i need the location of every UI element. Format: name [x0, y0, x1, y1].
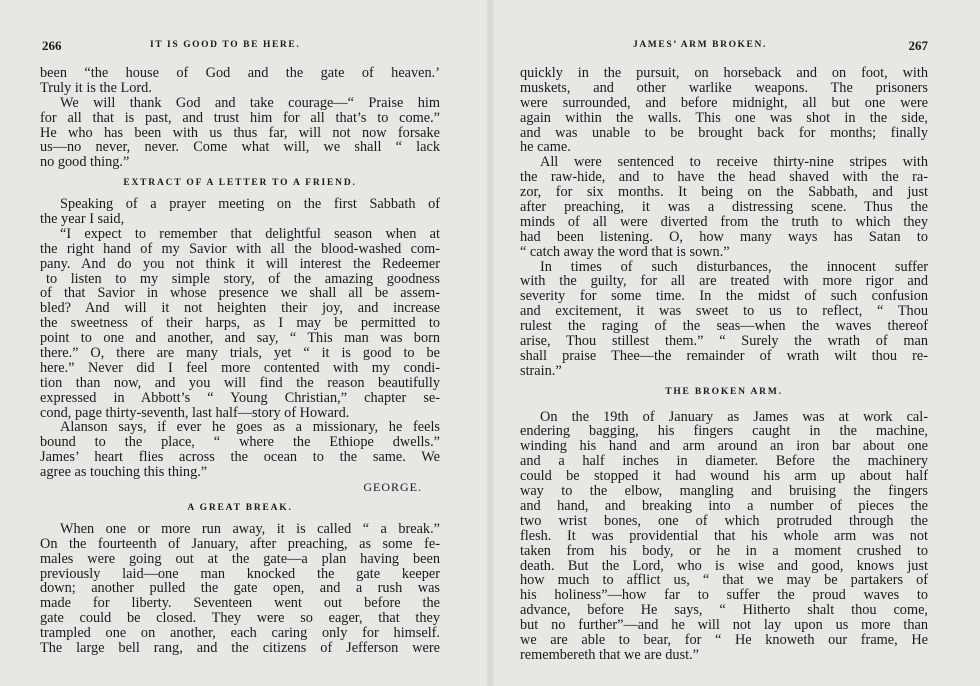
text-line: down; another pulled the gate open, and a rush was [40, 581, 440, 597]
text-line: been “the house of God and the gate of heaven.’ [40, 66, 440, 81]
text-line: On the fourteenth of January, after preaching, as some fe- [40, 536, 440, 552]
text-line: On the 19th of January as James was at work cal- [540, 409, 928, 425]
right-running-head [520, 38, 928, 56]
text-line: and hand, and breaking into a number of pieces the [520, 498, 928, 514]
text-line: after preaching, it was a distressing scene. Thus the [520, 200, 928, 215]
text-line: for all that is past, and trust him for all that’s to come.” [40, 110, 440, 126]
text-line: his holiness”—how far to suffer the proud waves to [520, 588, 928, 604]
text-line: gate could be closed. They were so eager, that they [40, 611, 440, 627]
text-line: arise, Thou stillest them.” “ Surely the wrath of man [520, 334, 928, 349]
text-line: no good thing.” [40, 155, 130, 171]
right-page-number: 267 [908, 38, 928, 53]
text-line: endering bagging, his fingers caught in the machine, [520, 424, 928, 440]
text-line: of that Savior in whose presence we shall all be assem- [40, 286, 440, 302]
text-line: the right hand of my Savior with all the blood-washed com- [40, 241, 440, 257]
text-line: muskets, and other warlike weapons. The prisoners [520, 80, 928, 96]
text-line: us—no never, never. Come what will, we shall “ lack [40, 140, 440, 156]
text-line: the sweetness of their harps, as I may be permitted to [40, 316, 440, 332]
text-line: two wrist bones, one of which protruded through the [520, 513, 928, 529]
text-line: We will thank God and take courage—“ Praise him [60, 95, 440, 111]
text-line: again within the walls. This one was shot in the side, [520, 110, 928, 126]
text-line: flesh. It was providential that his whole arm was not [520, 528, 928, 544]
text-line: “I expect to remember that delightful season when at [60, 226, 440, 242]
text-line: previously laid—one man knocked the gate keeper [40, 566, 440, 582]
text-line: cond, page thirty-seventh, last half—story of Howard. [40, 405, 350, 421]
text-line: pany. And do you not think it will interest the Redeemer [40, 256, 440, 272]
signature: GEORGE. [363, 480, 422, 495]
right-running-title: JAMES’ ARM BROKEN. [633, 40, 767, 50]
left-running-title: IT IS GOOD TO BE HERE. [150, 40, 301, 50]
text-line: In times of such disturbances, the innocent suffer [540, 259, 928, 275]
text-line: taken from his body, or he in a moment crushed to [520, 543, 928, 559]
text-line: and a half inches in diameter. Before the machinery [520, 454, 928, 470]
text-line: and was unable to be brought back for months; finally [520, 125, 928, 141]
text-line: When one or more run away, it is called “ a break.” [60, 521, 440, 537]
text-line: strain.” [520, 363, 562, 379]
text-line: rulest the raging of the seas—when the waves thereof [520, 319, 928, 335]
text-line: “ catch away the word that is sown.” [520, 244, 730, 260]
text-line: zor, for six months. It being on the Sabbath, and just [520, 185, 928, 201]
text-line: tion than now, and you will find the reason beautifully [40, 375, 440, 391]
text-line: here.” Never did I feel more contented with my condi- [40, 360, 440, 376]
left-page-body [40, 66, 440, 656]
text-line: He who has been with us thus far, will not now forsake [40, 125, 440, 141]
text-line: with the guilty, for all are treated with more rigor and [520, 274, 928, 290]
text-line: we are able to bear, for “ He knoweth our frame, He [520, 632, 928, 648]
text-line: could be stopped it had wound his arm up about half [520, 469, 928, 485]
text-line: how much to afflict us, “ that we may be partakers of [520, 573, 928, 589]
right-page [490, 0, 980, 686]
text-line: males were going out at the gate—a plan having been [40, 551, 440, 567]
text-line: point to one and another, and say, “ This man was born [40, 331, 440, 347]
text-line: remembereth that we are dust.” [520, 647, 700, 663]
text-line: there.” O, there are many trials, yet “ it is good to be [40, 346, 440, 361]
text-line: winding his hand and arm around an iron bar about one [520, 439, 928, 455]
left-running-head [42, 38, 440, 56]
text-line: were surrounded, and before midnight, all but one were [520, 95, 928, 111]
right-page-body [520, 66, 928, 663]
text-line: bled? And will it not heighten their joy, and increase [40, 301, 440, 317]
text-line: Alanson says, if ever he goes as a missionary, he feels [60, 420, 440, 436]
text-line: and excitement, it was sweet to us to reflect, “ Thou [520, 304, 928, 320]
extract-heading: EXTRACT OF A LETTER TO A FRIEND. [123, 178, 357, 189]
text-line: advance, before He says, “ Hitherto shalt thou come, [520, 603, 928, 619]
text-line: the raw-hide, and to have the head shaved with the ra- [520, 170, 928, 186]
text-line: trampled one on another, each caring only for himself. [40, 626, 440, 641]
text-line: The large bell rang, and the citizens of Jefferson were [40, 640, 440, 656]
text-line: Truly it is the Lord. [40, 80, 152, 96]
text-line: James’ heart flies across the ocean to the same. We [40, 450, 440, 466]
text-line: shall praise Thee—the remainder of wrath wilt thou re- [520, 348, 928, 364]
text-line: expressed in Abbott’s “ Young Christian,” chapter se- [40, 390, 440, 406]
text-line: to listen to my simple story, of the amazing goodness [46, 271, 440, 287]
text-line: agree as touching this thing.” [40, 465, 208, 481]
text-line: All were sentenced to receive thirty-nine stripes with [540, 155, 928, 171]
text-line: he came. [520, 140, 571, 156]
text-line: but no further”—and he will not lay upon us more than [520, 618, 928, 633]
text-line: quickly in the pursuit, on horseback and on foot, with [520, 66, 928, 81]
text-line: death. But the Lord, who is wise and good, knows just [520, 558, 928, 574]
text-line: had been listening. O, how many ways has Satan to [520, 229, 928, 245]
text-line: minds of all were diverted from the truth to which they [520, 214, 928, 230]
text-line: the year I said, [40, 212, 125, 227]
text-line: bound to the place, “ where the Ethiope dwells.” [40, 435, 440, 451]
text-line: Speaking of a prayer meeting on the first Sabbath of [60, 197, 440, 213]
left-page-number: 266 [42, 38, 62, 53]
text-line: way to the elbow, mangling and bruising the fingers [520, 484, 928, 499]
text-line: made for liberty. Seventeen went out before the [40, 596, 440, 612]
broken-arm-heading: THE BROKEN ARM. [665, 386, 783, 397]
break-heading: A GREAT BREAK. [187, 502, 293, 513]
text-line: severity for some time. In the midst of such confusion [520, 289, 928, 305]
